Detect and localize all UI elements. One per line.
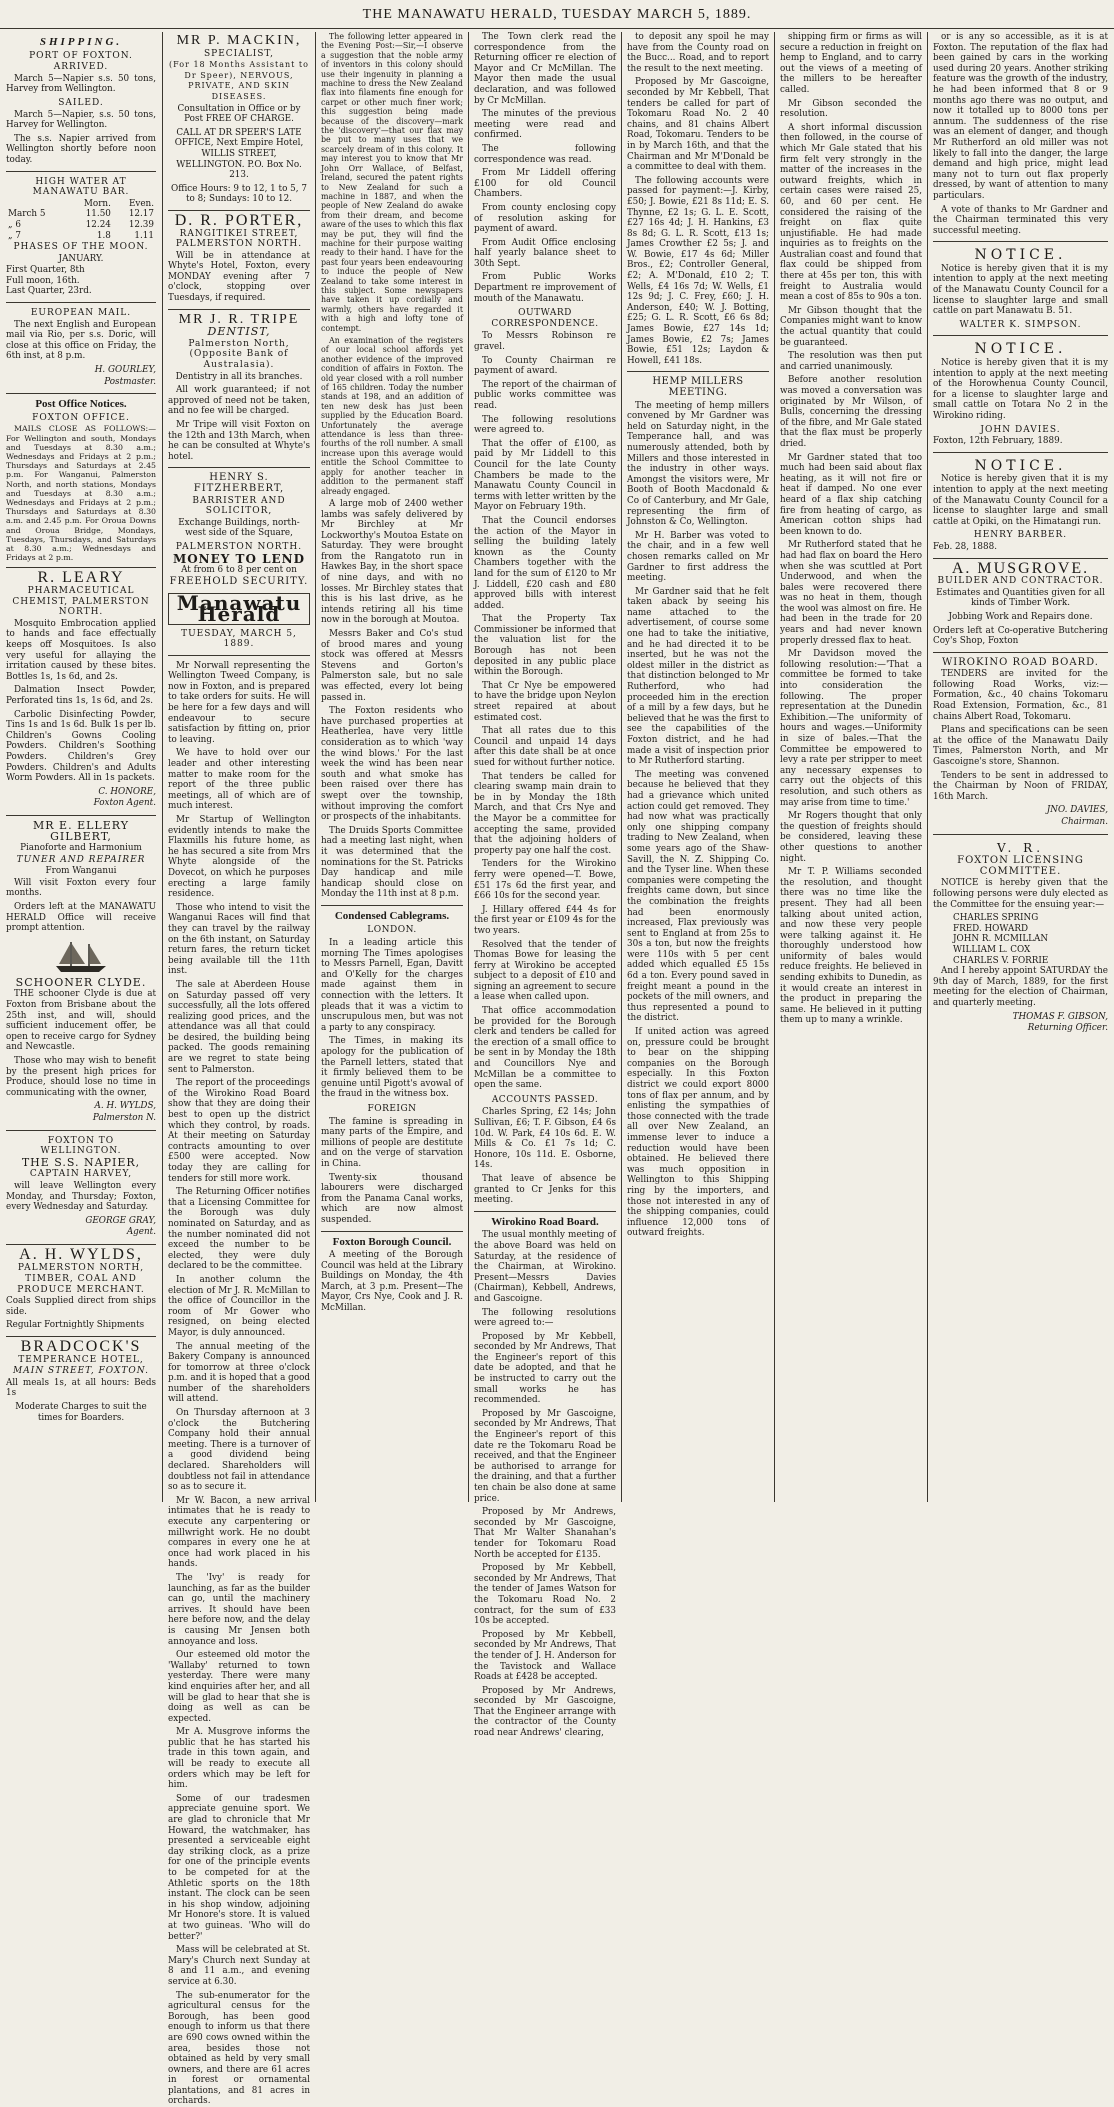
notice-2-text: Notice is hereby given that it is my intention to apply at the next meeting of the Horowhenua County Council, for a license to slaughter large and small cattle on Totara No 2 in the Wirokino riding. xyxy=(933,358,1108,421)
bradcock-title: BRADCOCK'S xyxy=(20,1338,142,1356)
gilbert-text: Will visit Foxton every four months. xyxy=(6,877,156,899)
sailed-heading: SAILED. xyxy=(58,97,104,108)
news-paragraph: The Town clerk read the correspondence from the Returning officer re election of Mayor and Cr McMillan. The Mayor then made the usual declaration, and was followed by Cr McMillan. xyxy=(474,32,616,106)
news-paragraph: to deposit any spoil he may have from the County road on the Bucc... Road, and to report the result to the next meeting. xyxy=(627,32,769,74)
porter-text: Will be in attendance at Whyte's Hotel, Foxton, every MONDAY evening after 7 o'clock, stopping over Tuesdays, if required. xyxy=(168,250,310,304)
news-paragraph: Mass will be celebrated at St. Mary's Church next Sunday at 8 and 11 a.m., and evening service at 6.30. xyxy=(168,1945,310,1987)
cables-title: Condensed Cablegrams. xyxy=(334,909,450,922)
licensing-text: NOTICE is hereby given that the following persons were duly elected as the Committee for the ensuing year:— xyxy=(933,878,1108,910)
fitz-text: Exchange Buildings, north-west side of the Square, xyxy=(178,517,300,539)
wirokino-board-text-3: Tenders to be sent in addressed to the Chairman by Noon of FRIDAY, 16th March. xyxy=(933,770,1108,802)
hemp-title: HEMP MILLERS MEETING. xyxy=(652,376,744,398)
post-office-title: Post Office Notices. xyxy=(35,398,127,411)
post-office-sub: FOXTON OFFICE. xyxy=(32,412,130,423)
tripe-sub-2: Palmerston North, (Opposite Bank of Australasia). xyxy=(188,338,290,371)
licensing-vr: V. R. xyxy=(996,840,1045,855)
news-paragraph: If united action was agreed on, pressure could be brought to bear on the shipping companies on the Borough especially. In this Foxton district we could export 8000 tons of flax per annum, and by enlisting the sympathies of those connected with the trade all over New Zealand, an immense lever to induce a reduction would have been obtained. He believed there was much opposition in Wellington to this Shipping ring by the importers, and those not interested in any of the shipping companies, could influence 12,000 tons of outward freights. xyxy=(627,1027,769,1239)
gilbert-title: MR E. ELLERY GILBERT, xyxy=(33,818,129,843)
wylds-text-2: Regular Fortnightly Shipments xyxy=(6,1320,145,1331)
port-heading: PORT OF FOXTON. xyxy=(29,50,133,61)
musgrove-text-2: Jobbing Work and Repairs done. xyxy=(948,611,1093,622)
news-paragraph: In another column the election of Mr J. R. McMillan to the office of Councillor in the room of Mr Gower who resigned, on being elected Mayor, is duly announced. xyxy=(168,1274,310,1338)
moon-title: PHASES OF THE MOON. xyxy=(13,242,149,253)
notice-2-date: Foxton, 12th February, 1889. xyxy=(933,436,1063,447)
divider xyxy=(168,210,310,211)
news-paragraph: Charles Spring, £2 14s; John Sullivan, £6; T. F. Gibson, £4 6s 10d. W. Park, £4 10s 6d. E. W. Mills & Co. £1 7s 1d; C. Honore, 10s 11d. E. Osborne, 14s. xyxy=(474,1107,616,1171)
fitz-sub: BARRISTER AND SOLICITOR, xyxy=(192,495,286,517)
mackin-title: MR P. MACKIN, xyxy=(176,33,302,48)
tide-table xyxy=(6,199,156,241)
column-7 xyxy=(933,32,1108,1502)
divider xyxy=(6,815,156,816)
news-paragraph: Proposed by Mr Andrews, seconded by Mr Gascoigne, That Mr Walter Shanahan's tender for Tokomaru Road North be accepted for £135. xyxy=(474,1507,616,1560)
column-rule xyxy=(927,32,928,1502)
news-paragraph: Twenty-six thousand labourers were discharged from the Panama Canal works, which are now almost suspended. xyxy=(321,1172,463,1225)
leary-sub: PHARMACEUTICAL CHEMIST, PALMERSTON NORTH. xyxy=(12,586,150,618)
news-paragraph: A short informal discussion then followed, in the course of which Mr Gale stated that his firm felt very strongly in the matter of the increases in the outward freights, which in certain cases were raised 25, 60, and 60 per cent. He considered the raising of the freight on flax quite unjustifiable. He had made inquiries as to freights on the Australian coast and found that flax could be shipped from there at 45s per ton, this with freight to Australia would mean a cost of 85s to 90s a ton. xyxy=(780,122,922,303)
news-paragraph: A vote of thanks to Mr Gardner and the Chairman terminated this very successful meeting. xyxy=(933,204,1108,236)
news-paragraph: An examination of the registers of our local school affords yet another evidence of the improved condition of affairs in Foxton. The old year closed with a roll number of 165 children. Today the number stands at 198, and an addition of ten new desk has just been supplied by the Education Board. Unfortunately the average attendance is less than three-fourths of the roll number. A small increase upon this average would entitle the School Committee to apply for another teacher in addition to the permanent staff already engaged. xyxy=(321,336,463,496)
tide-date: „ 7 xyxy=(8,230,21,241)
news-paragraph: The following accounts were passed for payment:—J. Kirby, £50; J. Bowie, £21 8s 11d; E. S. Thynne, £2 1s; G. L. E. Scott, £27 16s 4d; J. H. Hankins, £3 8s 8d; G. L. R. Scott, £13 1s; James Crowther £2 5s; J. and W. Bowie, £17 4s 6d; Miller Bros., £2; Controller General, £2; A. M'Donald, £10 2; T. Wells, £4 16s 7d; W. Wells, £1 12s 9d; J. C. Frey, £60; J. H. Anderson, £40; W. J. Botting, £25; G. L. R. Scott, £6 6s 8d; James Bowie, £27 14s 1d; James Bowie, £2 7s; James Bowie, £51 12s; Laydon & Howell, £41 18s. xyxy=(627,175,769,366)
tripe-text-3: Mr Tripe will visit Foxton on the 12th and 13th March, when he can be consulted at Whyte's hotel. xyxy=(168,420,310,462)
wirokino-board-signature: JNO. DAVIES, xyxy=(1046,805,1108,816)
news-paragraph: The Returning Officer notifies that a Licensing Committee for the Borough was duly nominated on Saturday, and as the number nominated did not exceed the number to be elected, they were duly declared to be the committee. xyxy=(168,1187,310,1272)
news-paragraph: On Thursday afternoon at 3 o'clock the Butchering Company hold their annual meeting. There is a turnover of a good dividend being declared. Shareholders will doubtless not fail in attendance so as to secure it. xyxy=(168,1408,310,1493)
bradcock-text: All meals 1s, at all hours: Beds 1s xyxy=(6,1377,156,1399)
divider xyxy=(933,335,1108,336)
news-paragraph: The sub-enumerator for the agricultural census for the Borough, has been good enough to inform us that there are 690 cows owned within the area, besides those not obtained as held by very small owners, and there are 61 acres in forest or ornamental plantations, and 81 acres in orchards. xyxy=(168,1990,310,2107)
tide-even: 12.39 xyxy=(128,219,154,230)
news-paragraph: Proposed by Mr Gascoigne, seconded by Mr Andrews, That the Engineer's report of this date re the Tokomaru Road be received, and that the Engineer be authorised to arrange for the draining, and that a further ten chain be also done at same price. xyxy=(474,1408,616,1504)
divider xyxy=(933,452,1108,453)
divider xyxy=(168,655,310,656)
news-paragraph: The Druids Sports Committee had a meeting last night, when it was determined that the nominations for the St. Patricks Day handicap and mile handicap should close on Monday the 11th inst at 8 p.m. xyxy=(321,825,463,900)
news-paragraph: Messrs Baker and Co's stud of brood mares and young stock was offered at Messrs Stevens and Gorton's Palmerston sale, but no sale was effected, every lot being passed in. xyxy=(321,629,463,703)
divider xyxy=(321,1231,463,1232)
tide-date: „ 6 xyxy=(8,219,21,230)
news-paragraph: Proposed by Mr Kebbell, seconded by Mr Andrews, That the tender of J. H. Anderson for the Tavistock and Wallace Roads at £428 be accepted. xyxy=(474,1629,616,1683)
cables-london: LONDON. xyxy=(367,925,417,936)
news-paragraph: The minutes of the previous meeting were read and confirmed. xyxy=(474,109,616,141)
tide-morn: 1.8 xyxy=(96,230,111,241)
news-paragraph: Mr Norwall representing the Wellington Tweed Company, is now in Foxton, and is prepared to take orders for suits. He will be here for a few days and will endeavour to secure satisfaction by fitting on, prior to leaving. xyxy=(168,660,310,745)
news-paragraph: That leave of absence be granted to Cr Jenks for this meeting. xyxy=(474,1173,616,1206)
tide-header-row xyxy=(6,199,156,210)
napier-signature-role: Agent. xyxy=(126,1227,156,1238)
divider xyxy=(321,905,463,906)
wirokino-board-text: TENDERS are invited for the following Road Works, viz:—Formation, &c., 40 chains Tokomaru Road Extension, Formation, &c., 81 chains Albert Road, Tokomaru. xyxy=(933,669,1108,722)
mackin-text-3: Office Hours: 9 to 12, 1 to 5, 7 to 8; Sundays: 10 to 12. xyxy=(171,183,307,205)
news-paragraph: Mr Gardner stated that too much had been said about flax heating, as it will not fire or heat if damped. No one ever heard of a flax ship catching fire from heating of cargo, as American cotton ships had been known to do. xyxy=(780,452,922,537)
ship-icon xyxy=(51,938,111,974)
news-paragraph: or is any so accessible, as it is at Foxton. The reputation of the flax had been gained by cars in the working used during 20 years. Another striking feature was the growth of the industry, he had been informed that 8 or 9 months ago there was no output, and now it totalled up to 8000 tons per annum. The suddenness of the rise was an element of danger, and though Mr Rutherford an old miller was not likely to fall into the danger, the large demand and high price, might lead many not to turn out flax properly dressed, by want of attention to many particulars. xyxy=(933,32,1108,201)
notice-1-signature: WALTER K. SIMPSON. xyxy=(959,319,1082,330)
musgrove-text-3: Orders left at Co-operative Butchering Coy's Shop, Foxton xyxy=(933,625,1108,647)
tide-even: 1.11 xyxy=(134,230,154,241)
divider xyxy=(627,371,769,372)
tide-row xyxy=(6,231,156,242)
column-3 xyxy=(321,32,463,1502)
tide-date: March 5 xyxy=(8,209,46,220)
leary-text: Mosquito Embrocation applied to hands and face effectually keeps off Mosquitoes. Is also very useful for allaying the irritation caused by these bites. Bottles 1s, 1s 6d, and 2s. xyxy=(6,618,156,682)
leary-text-3: Carbolic Disinfecting Powder, Tins 1s and 1s 6d. Bulk 1s per lb. Children's Gowns Cooling Powders. Children's Soothing Powders. Children's Grey Powders. Children's and Adults Worm Powders. All in 1s packets. xyxy=(6,709,156,784)
wylds-sub-2: TIMBER, COAL AND PRODUCE MERCHANT. xyxy=(17,1274,145,1295)
news-paragraph: The Times, in making its apology for the publication of the Parnell letters, stated that it firmly believed them to be genuine until Pigott's avowal of the fraud in the witness box. xyxy=(321,1036,463,1100)
news-paragraph: Mr T. P. Williams seconded the resolution, and thought there was no time like the present. They had all been talking about united action, and now these very people were talking against it. He thoroughly understood how uniformity of bales would reduce freights. He believed in sending exhibits to Dunedin, as it would create an interest in the product in preparing the same. He believed in it putting them up to many a wrinkle. xyxy=(780,867,922,1026)
clyde-text-2: Those who may wish to benefit by the present high prices for Produce, should lose no time in communicating with the owner, xyxy=(6,1056,156,1098)
mackin-sub-2: (For 18 Months Assistant to Dr Speer), NERVOUS, PRIVATE, AND SKIN DISEASES. xyxy=(169,60,309,101)
leary-title: R. LEARY xyxy=(37,569,125,587)
divider xyxy=(6,171,156,172)
news-paragraph: That the Council endorses the action of the Mayor in selling the building lately known as the County Chambers together with the land for the sum of £120 to Mr J. Liddell, £20 cash and £80 approved bills with interest added. xyxy=(474,515,616,611)
herald-logo: Manawatu Herald xyxy=(168,593,310,624)
shipping-title: SHIPPING. xyxy=(39,36,123,48)
news-paragraph: The 'Ivy' is ready for launching, as far as the builder can go, until the machinery arrives. It should have been here before now, and the delay is causing Mr Jensen both annoyance and loss. xyxy=(168,1572,310,1647)
divider xyxy=(6,1336,156,1337)
wylds-sub: PALMERSTON NORTH, xyxy=(17,1262,145,1273)
wirokino-title: Wirokino Road Board. xyxy=(491,1215,599,1228)
news-paragraph: The annual meeting of the Bakery Company is announced for tomorrow at three o'clock p.m. and it is hoped that a good number of the shareholders will attend. xyxy=(168,1341,310,1405)
news-paragraph: We have to hold over our leader and other interesting matter to make room for the report of the three public meetings, all of which are of much interest. xyxy=(168,748,310,812)
news-paragraph: Proposed by Mr Gascoigne, seconded by Mr Kebbell, That tenders be called for part of Tokomaru Road No. 2 40 chains, and 81 chains Albert Road, Tokomaru. Tenders to be in by March 16th, and that the Chairman and Mr M'Donald be a committee to deal with them. xyxy=(627,77,769,173)
column-rule xyxy=(621,32,622,1502)
licensing-title: FOXTON LICENSING COMMITTEE. xyxy=(957,855,1084,877)
news-paragraph: The following letter appeared in the Evening Post:—Sir,—I observe a suggestion that the noble army of inventors in this colony should use their ingenuity in planning a machine to dress the New Zealand flax into filaments fine enough for carpet or other much finer work; this suggestion being made because of the discovery—mark the 'discovery'—that our flax may be put to many uses that we scarcely dream of in this colony. It may interest you to know that Mr John Orr Wallace, of Belfast, Ireland, secured the patent rights to New Zealand for such a machine in 1887, and when the people of New Zealand do awake from their dream, and become aware of the uses to which this flax may be put, they will find the machine for their purpose waiting ready to their hand. I have for the past four years been endeavouring to induce the people of New Zealand to take some interest in this subject. Some newspapers have taken it up cordially and warmly, others have regarded it with a high and lofty tone of contempt. xyxy=(321,32,463,333)
post-office-text: MAILS CLOSE AS FOLLOWS:— For Wellington and south, Mondays and Tuesdays at 8.30 a.m.; Wednesdays and Fridays at 2 p.m.; Thursdays and Saturdays at 2.45 p.m. For Wanganui, Palmerston North, and north stations, Mondays and Tuesdays at 8.30 a.m.; Wednesdays and Fridays at 2 p.m.; Thursdays and Saturdays at 8.30 a.m. and 2.45 p.m. For Oroua Downs and Oroua Bridge, Mondays, Tuesdays, Thursdays, and Saturdays at 8.30 a.m.; Wednesdays and Fridays at 2 p.m. xyxy=(6,424,156,563)
bradcock-sub: TEMPERANCE HOTEL, xyxy=(18,1354,144,1365)
tripe-sub: DENTIST, xyxy=(207,325,271,339)
fitz-text-2: PALMERSTON NORTH. xyxy=(175,541,303,552)
news-paragraph: Mr Davidson moved the following resolution:—'That a committee be formed to take into consideration the following. The proper representation at the Dunedin Exhibition.—The uniformity of hours and wages.—Uniformity in size of bales.—That the Committee be empowered to levy a rate per stripper to meet any necessary expenses to carry out the objects of this resolution, and such others as may arise from time to time.' xyxy=(780,649,922,808)
tide-head-cell: Morn. xyxy=(83,198,111,209)
tide-even: 12.17 xyxy=(128,209,154,220)
tripe-text-2: All work guaranteed; if not approved of need not be taken, and no fee will be charged. xyxy=(168,385,310,417)
news-paragraph: Proposed by Mr Andrews, seconded by Mr Gascoigne, That the Engineer arrange with the contractor of the County road near Andrews' clearing, xyxy=(474,1685,616,1739)
tide-morn: 12.24 xyxy=(85,219,111,230)
news-paragraph: That tenders be called for clearing swamp main drain to be in by Monday the 18th March, and that Crs Nye and the Mayor be a committee for accepting the same, provided that the adjoining holders of property pay one half the cost. xyxy=(474,771,616,856)
napier-title: THE S.S. NAPIER, xyxy=(21,1155,141,1169)
licensing-name: JOHN R. MCMILLAN xyxy=(953,934,1049,945)
column-rule xyxy=(774,32,775,1502)
gilbert-from: From Wanganui xyxy=(45,866,117,877)
licensing-name: CHARLES V. FORRIE xyxy=(953,955,1049,966)
clyde-signature-place: Palmerston N. xyxy=(92,1112,156,1123)
notice-1-title: NOTICE. xyxy=(974,247,1067,264)
tide-morn: 11.50 xyxy=(85,209,111,220)
euro-mail-title: EUROPEAN MAIL. xyxy=(30,308,132,319)
wylds-text: Coals Supplied direct from ships side. xyxy=(6,1296,156,1317)
mackin-text-2: CALL AT DR SPEER'S LATE OFFICE, Next Empire Hotel, WILLIS STREET, WELLINGTON. P.O. Box No. 213. xyxy=(174,127,304,181)
news-paragraph: That office accommodation be provided for the Borough clerk and tenders be called for the erection of a small office to be sent in by Monday the 18th and Councillors Nye and McMillan be a committee to open the same. xyxy=(474,1006,616,1091)
mackin-text: Consultation in Office or by Post FREE OF CHARGE. xyxy=(177,103,301,125)
napier-heading: FOXTON TO WELLINGTON. xyxy=(40,1135,122,1157)
masthead-title: THE MANAWATU HERALD, TUESDAY MARCH 5, 1889. xyxy=(362,7,752,22)
tide-row xyxy=(6,220,156,231)
licensing-signature-role: Returning Officer. xyxy=(1027,1023,1108,1034)
clyde-signature: A. H. WYLDS, xyxy=(94,1101,156,1112)
divider xyxy=(168,309,310,310)
news-paragraph: The sale at Aberdeen House on Saturday passed off very successfully, all the lots offered realizing good prices, and the attendance was all that could be desired, the building being packed. The goods remaining are we regret to state being sent to Palmerston. xyxy=(168,979,310,1075)
porter-sub: RANGITIKEI STREET, PALMERSTON NORTH. xyxy=(175,228,303,250)
fitz-text-3: At from 6 to 8 per cent on xyxy=(181,565,297,576)
bradcock-text-2: Moderate Charges to suit the times for Boarders. xyxy=(15,1402,147,1423)
news-paragraph: Some of our tradesmen appreciate genuine sport. We are glad to chronicle that Mr Howard, the watchmaker, has presented a serviceable eight day striking clock, as a prize for one of the principle events to be competed for at the Athletic sports on the 18th instant. The clock can be seen in his shop window, adjoining Mr Honore's store. It is valued at two guineas. 'Who will do better?' xyxy=(168,1793,310,1942)
news-paragraph: A meeting of the Borough Council was held at the Library Buildings on Monday, the 4th March, at 3 p.m. Present—The Mayor, Crs Nye, Cook and J. R. McMillan. xyxy=(321,1250,463,1314)
news-paragraph: Mr H. Barber was voted to the chair, and in a few well chosen remarks called on Mr Gardner to first address the meeting. xyxy=(627,530,769,584)
notice-3-date: Feb. 28, 1888. xyxy=(933,541,998,552)
news-paragraph: From county enclosing copy of resolution asking for payment of award. xyxy=(474,202,616,235)
wirokino-board-text-2: Plans and specifications can be seen at the office of the Manawatu Daily Times, Palmerston North, and Mr Gascoigne's store, Shannon. xyxy=(933,725,1108,768)
notice-1-text: Notice is hereby given that it is my intention to apply at the next meeting of the Manawatu County Council for a license to slaughter large and small cattle on part Manawatu B. 51. xyxy=(933,263,1108,317)
divider xyxy=(6,567,156,568)
gilbert-sub-2: TUNER AND REPAIRER xyxy=(16,854,146,865)
column-rule xyxy=(468,32,469,1502)
date-line: TUESDAY, MARCH 5, 1889. xyxy=(181,628,297,650)
news-paragraph: To Messrs Robinson re gravel. xyxy=(474,331,616,353)
divider xyxy=(6,393,156,394)
divider xyxy=(6,302,156,303)
leary-signature-role: Foxton Agent. xyxy=(93,798,156,809)
news-paragraph: The following correspondence was read. xyxy=(474,143,616,165)
divider xyxy=(933,652,1108,653)
divider xyxy=(474,1211,616,1212)
arrived-text: March 5—Napier s.s. 50 tons, Harvey from Wellington. xyxy=(6,73,156,95)
moon-month: JANUARY. xyxy=(58,253,104,264)
mackin-sub: SPECIALIST, xyxy=(204,48,274,59)
euro-mail-signature: H. GOURLEY, xyxy=(94,365,156,376)
napier-captain: CAPTAIN HARVEY, xyxy=(29,1169,133,1180)
news-paragraph: The meeting was convened because he believed that they had a grievance which united action could get removed. They had now what was practically only one shipping company trading to New Zealand, when some years ago of the Shaw-Savill, the N. Z. Shipping Co. and the Tyser line. When these companies were competing the freights came down, but since the combination the freights had been enormously increased, Flax previously was sent to England at from 25s to 30s a ton, but now the freights were 110s with 5 per cent added which equalled £5 15s 6d a ton. Every pound saved in freight meant a pound in the pockets of the mill owners, and thus represented a pound to the district. xyxy=(627,769,769,1024)
news-paragraph: From Mr Liddell offering £100 for old Council Chambers. xyxy=(474,168,616,200)
divider xyxy=(933,241,1108,242)
licensing-signature: THOMAS F. GIBSON, xyxy=(1012,1011,1108,1022)
news-paragraph: That the Property Tax Commissioner be informed that the valuation list for the Borough has not been deposited in any public place within the Borough. xyxy=(474,614,616,678)
clyde-title: SCHOONER CLYDE. xyxy=(15,975,147,989)
porter-title: D. R. PORTER, xyxy=(174,211,304,229)
column-5 xyxy=(627,32,769,1502)
wirokino-board-title: WIROKINO ROAD BOARD. xyxy=(942,656,1099,668)
licensing-name: FRED. HOWARD xyxy=(953,923,1028,934)
outward-heading: OUTWARD CORRESPONDENCE. xyxy=(491,308,599,329)
news-paragraph: Mr Startup of Wellington evidently intends to make the Flaxmills his future home, as he has secured a site from Mrs Whyte alongside of the Dovecot, on which he purposes erecting a large family residence. xyxy=(168,815,310,900)
moon-phase: First Quarter, 8th xyxy=(6,265,85,276)
news-paragraph: Tenders for the Wirokino ferry were opened—T. Bowe, £51 17s 6d the first year, and £66 10s for the second year. xyxy=(474,859,616,902)
cables-foreign: FOREIGN xyxy=(367,1103,417,1114)
tide-row xyxy=(6,209,156,220)
tide-head-cell xyxy=(6,199,67,210)
column-rule xyxy=(315,32,316,1502)
news-paragraph: The famine is spreading in many parts of the Empire, and millions of people are destitute and on the verge of starvation in China. xyxy=(321,1116,463,1169)
news-paragraph: The following resolutions were agreed to:— xyxy=(474,1307,616,1329)
column-6 xyxy=(780,32,922,1502)
notice-3-title: NOTICE. xyxy=(974,457,1067,474)
news-paragraph: Our esteemed old motor the 'Wallaby' returned to town yesterday. There were many kind enquiries after her, and all will be glad to hear that she is doing as well as can be expected. xyxy=(168,1650,310,1724)
news-paragraph: Mr Gardner said that he felt taken aback by seeing his name attached to the advertisement, of course some one had to take the initiative, and he had directed it to be inserted, but he was not the oldest miller in the district as that distinction belonged to Mr Rutherford, who had proceeded him in the erection of a mill by a few days, but he believed that he was the first to see the capabilities of the Foxton district, and he had made a visit of inspection prior to Mr Rutherford starting. xyxy=(627,586,769,767)
news-paragraph: To County Chairman re payment of award. xyxy=(474,355,616,377)
news-paragraph: Mr W. Bacon, a new arrival intimates that he is ready to execute any carpentering or millwright work. He no doubt compares in every one he at once had work placed in his hands. xyxy=(168,1495,310,1570)
news-paragraph: The resolution was then put and carried unanimously. xyxy=(780,351,922,372)
news-paragraph: That all rates due to this Council and unpaid 14 days after this date shall be at once sued for without further notice. xyxy=(474,726,616,768)
news-paragraph: That the offer of £100, as paid by Mr Liddell to this Council for the late County Chambers be made to the Manawatu County Council in terms with letter written by the Mayor on February 19th. xyxy=(474,438,616,513)
news-paragraph: The usual monthly meeting of the above Board was held on Saturday, at the residence of the Chairman, at Wirokino. Present—Messrs Davies (Chairman), Kebbell, Andrews, and Gascoigne. xyxy=(474,1230,616,1304)
divider xyxy=(168,467,310,468)
gilbert-sub: Pianoforte and Harmonium xyxy=(20,843,142,854)
accounts-heading: ACCOUNTS PASSED. xyxy=(491,1094,599,1105)
council-title: Foxton Borough Council. xyxy=(332,1235,452,1248)
tide-head-cell: Even. xyxy=(128,198,154,209)
musgrove-sub: BUILDER AND CONTRACTOR. xyxy=(937,576,1104,587)
news-paragraph: J. Hillary offered £44 4s for the first year or £109 4s for the two years. xyxy=(474,904,616,936)
news-paragraph: Mr Rogers thought that only the question of freights should be considered, leaving these other questions to another night. xyxy=(780,811,922,864)
news-paragraph: From Audit Office enclosing half yearly balance sheet to 30th Sept. xyxy=(474,237,616,269)
news-paragraph: The meeting of hemp millers convened by Mr Gardner was held on Saturday night, in the Temperance hall, and was numerously attended, both by Millers and those interested in the industry in other ways. Amongst the visitors were, Mr Booth of Booth Macdonald & Co of Canterbury, and Mr Gale, representing the firm of Johnston & Co, Wellington. xyxy=(627,400,769,528)
column-rule xyxy=(162,32,163,1502)
arrived-heading: ARRIVED. xyxy=(53,62,109,73)
news-paragraph: Proposed by Mr Kebbell, seconded by Mr Andrews, That the Engineer's report of this date be adopted, and that he be instructed to carry out the small works he has recommended. xyxy=(474,1331,616,1406)
news-paragraph: The following resolutions were agreed to. xyxy=(474,414,616,436)
news-paragraph: That Cr Nye be empowered to have the bridge upon Neylon street repaired at about estimated cost. xyxy=(474,680,616,723)
bradcock-sub-2: MAIN STREET, FOXTON. xyxy=(13,1366,149,1377)
news-paragraph: Mr Gibson thought that the Companies might want to know the actual quantity that could be guaranteed. xyxy=(780,305,922,348)
tide-title: HIGH WATER AT MANAWATU BAR. xyxy=(32,176,130,198)
licensing-name: WILLIAM L. COX xyxy=(953,944,1031,955)
news-paragraph: From Public Works Department re improvement of mouth of the Manawatu. xyxy=(474,272,616,304)
musgrove-title: A. MUSGROVE. xyxy=(951,559,1090,577)
notice-3-signature: HENRY BARBER. xyxy=(973,530,1068,541)
euro-mail-signature-role: Postmaster. xyxy=(104,376,156,387)
wirokino-board-signature-role: Chairman. xyxy=(1061,817,1108,827)
licensing-name: CHARLES SPRING xyxy=(953,913,1039,924)
divider xyxy=(6,1244,156,1245)
news-paragraph: Mr Rutherford stated that he had had flax on board the Hero when she was scuttled at Port Underwood, and when the bales were recovered there was no heat in them, though the wool was almost on fire. He had been in the trade for 20 years and had never known properly dressed flax to heat. xyxy=(780,540,922,646)
moon-phase: Last Quarter, 23rd. xyxy=(6,286,92,297)
divider xyxy=(6,1130,156,1131)
news-paragraph: Proposed by Mr Kebbell, seconded by Mr Andrews, That the tender of James Watson for the Tokomaru Road No. 2 contract, for the sum of £33 10s be accepted. xyxy=(474,1563,616,1627)
fitz-text-4: FREEHOLD SECURITY. xyxy=(169,575,309,587)
napier-signature: GEORGE GRAY, xyxy=(85,1215,156,1226)
news-paragraph: Mr A. Musgrove informs the public that he has started his trade in this town again, and will be ready to execute all orders which may be left for him. xyxy=(168,1727,310,1791)
column-4 xyxy=(474,32,616,1739)
news-paragraph: The report of the proceedings of the Wirokino Road Board show that they are doing their best to open up the district which they control, by roads. At their meeting on Saturday contracts amounting to over £500 were accepted. Now today they are calling for tenders for still more work. xyxy=(168,1078,310,1184)
news-paragraph: Before another resolution was moved a conversation was originated by Mr Wilson, of Bulls, concerning the dressing of the fibre, and Mr Gale stated that the flax must be properly dried. xyxy=(780,375,922,449)
notice-2-title: NOTICE. xyxy=(974,341,1067,358)
sailed-text: March 5—Napier, s.s. 50 tons, Harvey for Wellington. xyxy=(6,109,156,131)
clyde-text: THE schooner Clyde is due at Foxton from Brisbane about the 25th inst, and will, should sufficient inducement offer, be open to receive cargo for Sydney and Newcastle. xyxy=(6,989,156,1053)
news-paragraph: Resolved that the tender of Thomas Bowe for leasing the ferry at Wirokino be accepted subject to a deposit of £10 and signing an agreement to secure a lease when called upon. xyxy=(474,939,616,1003)
column-1 xyxy=(6,32,156,1502)
news-paragraph: A large mob of 2400 wether lambs was safely delivered by Mr Birchley at Mr Lockworthy's Moutoa Estate on Saturday. They were brought from the Rangatoto run in Hawkes Bay, in the short space of nine days, and with no losses. Mr Birchley states that this is his last drive, as he intends retiring all his time now in the borough at Moutoa. xyxy=(321,498,463,626)
tripe-title: MR J. R. TRIPE xyxy=(178,311,300,327)
leary-text-2: Dalmation Insect Powder, Perforated tins 1s, 1s 6d, and 2s. xyxy=(6,685,156,706)
news-paragraph: shipping firm or firms as will secure a reduction in freight on hemp to England, and to carry out the views of a meeting of the millers to be hereafter called. xyxy=(780,32,922,95)
news-paragraph: The report of the chairman of public works committee was read. xyxy=(474,379,616,411)
euro-mail-text: The next English and European mail via Rio, per s.s. Doric, will close at this office on Friday, the 6th inst, at 8 p.m. xyxy=(6,319,156,362)
divider xyxy=(933,558,1108,559)
licensing-text-2: And I hereby appoint SATURDAY the 9th day of March, 1889, for the first meeting for the election of Chairman, and quarterly meeting. xyxy=(933,966,1108,1008)
news-paragraph: In a leading article this morning The Times apologises to Messrs Parnell, Egan, Davitt and O'Kelly for the charges made against them in connection with the letters. It pleads that it was a victim to unscrupulous men, but was not a party to any conspiracy. xyxy=(321,938,463,1033)
news-paragraph: The Foxton residents who have purchased properties at Heatherlea, have very little consideration as to which 'way the wind blows.' For the last week the wind has been near south and what smoke has been raised over there has swept over the township, without improving the comfort or prospects of the inhabitants. xyxy=(321,706,463,823)
musgrove-text: Estimates and Quantities given for all kinds of Timber Work. xyxy=(936,587,1105,609)
shipping-note: The s.s. Napier arrived from Wellington shortly before noon today. xyxy=(6,133,156,165)
column-2 xyxy=(168,32,310,2107)
fitz-money: MONEY TO LEND xyxy=(172,551,306,566)
leary-signature: C. HONORE, xyxy=(98,786,156,797)
news-paragraph: Mr Gibson seconded the resolution. xyxy=(780,98,922,120)
gilbert-text-2: Orders left at the MANAWATU HERALD Office will receive prompt attention. xyxy=(6,902,156,934)
divider xyxy=(933,834,1108,835)
moon-phase: Full moon, 16th. xyxy=(6,275,80,286)
fitz-title: HENRY S. FITZHERBERT, xyxy=(193,472,285,494)
tripe-text: Dentistry in all its branches. xyxy=(175,371,303,382)
masthead xyxy=(0,0,1114,29)
napier-text: will leave Wellington every Monday, and Thursday; Foxton, every Wednesday and Saturday. xyxy=(6,1180,156,1213)
news-paragraph: Those who intend to visit the Wanganui Races will find that they can travel by the railway on the 6th instant, on Saturday return fares, the return ticket being available till the 11th inst. xyxy=(168,902,310,977)
notice-2-signature: JOHN DAVIES. xyxy=(980,424,1061,435)
wylds-title: A. H. WYLDS, xyxy=(19,1245,143,1263)
notice-3-text: Notice is hereby given that it is my intention to apply at the next meeting of the Manawatu County Council for a license to slaughter large and small cattle at Opiki, on the Himatangi run. xyxy=(933,474,1108,527)
